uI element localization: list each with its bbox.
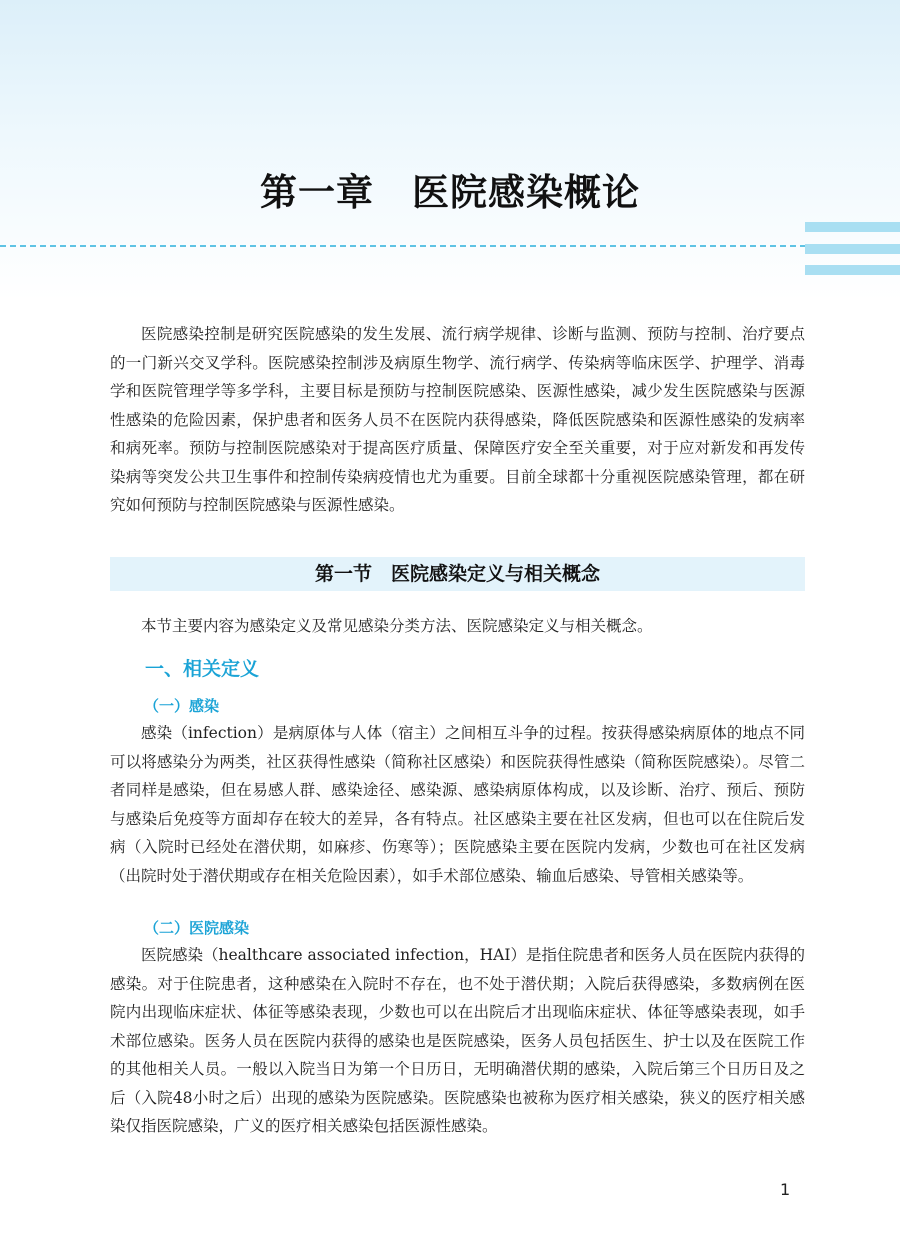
paragraph-infection: 感染（infection）是病原体与人体（宿主）之间相互斗争的过程。按获得感染病原体的地点不同可以将感染分为两类，社区获得性感染（简称社区感染）和医院获得性感染（简称医院感染）。尽管二者同样是感染，但在易感人群、感染途径、感染源、感染病原体构成，以及诊断、治疗、预后、预防与感染后免疫等方面却存在较大的差异，各有特点。社区感染主要在社区发病，但也可以在住院后发病（入院时已经处在潜伏期，如麻疹、伤寒等）；医院感染主要在医院内发病，少数也可在社区发病（出院时处于潜伏期或存在相关危险因素），如手术部位感染、输血后感染、导管相关感染等。: [110, 724, 805, 885]
section-summary: 本节主要内容为感染定义及常见感染分类方法、医院感染定义与相关概念。: [141, 617, 653, 635]
decorative-bar: [805, 244, 900, 254]
subheading-hospital-infection: （二）医院感染: [144, 919, 250, 937]
subheading-infection: （一）感染: [144, 697, 220, 715]
decorative-bar: [805, 265, 900, 275]
heading-related-definitions: 一、相关定义: [145, 658, 260, 680]
chapter-title: 第一章 医院感染概论: [260, 171, 640, 214]
title-dashed-rule: [0, 245, 806, 247]
page-number: 1: [780, 1180, 791, 1199]
intro-paragraph: 医院感染控制是研究医院感染的发生发展、流行病学规律、诊断与监测、预防与控制、治疗要点的一门新兴交叉学科。医院感染控制涉及病原生物学、流行病学、传染病等临床医学、护理学、消毒学和医院管理学等多学科，主要目标是预防与控制医院感染、医源性感染，减少发生医院感染与医源性感染的危险因素，保护患者和医务人员不在医院内获得感染，降低医院感染和医源性感染的发病率和病死率。预防与控制医院感染对于提高医疗质量、保障医疗安全至关重要，对于应对新发和再发传染病等突发公共卫生事件和控制传染病疫情也尤为重要。目前全球都十分重视医院感染管理，都在研究如何预防与控制医院感染与医源性感染。: [110, 325, 805, 514]
paragraph-hospital-infection: 医院感染（healthcare associated infection，HAI）是指住院患者和医务人员在医院内获得的感染。对于住院患者，这种感染在入院时不存在，也不处于潜伏期；入院后获得感染，多数病例在医院内出现临床症状、体征等感染表现，少数也可以在出院后才出现临床症状、体征等感染表现，如手术部位感染。医务人员在医院内获得的感染也是医院感染，医务人员包括医生、护士以及在医院工作的其他相关人员。一般以入院当日为第一个日历日，无明确潜伏期的感染，入院后第三个日历日及之后（入院48小时之后）出现的感染为医院感染。医院感染也被称为医疗相关感染，狭义的医疗相关感染仅指医院感染，广义的医疗相关感染包括医源性感染。: [110, 946, 805, 1135]
header-band: [0, 0, 900, 300]
decorative-bar: [805, 222, 900, 232]
section-title: 第一节 医院感染定义与相关概念: [314, 563, 600, 585]
